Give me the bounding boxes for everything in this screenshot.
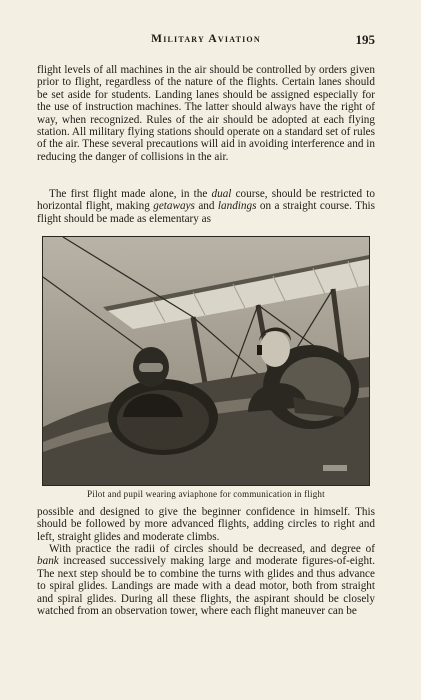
paragraph-4-text-b: increased successively making large and moderate figures-of-eight. The next step should be to combine the turns with glides and thus advance to spiral glides. Landings are made with a dead motor, both from straight and spiral glides. During all these flights, the aspirant should be closely watched from an observation tower, where each flight maneuver can be [37,555,375,618]
paragraph-4-italic-bank: bank [37,555,59,568]
figure-caption: Pilot and pupil wearing aviaphone for communication in flight [87,489,325,499]
paragraph-2-text-d: on a straight course. This flight should be made as elementary as [37,200,375,225]
page-number: 195 [355,32,375,47]
paragraph-4 [37,543,375,617]
paragraph-2-text-c: and [194,200,218,213]
paragraph-2 [37,188,375,225]
photo-pilot-and-pupil [42,236,370,486]
paragraph-1: flight levels of all machines in the air should be controlled by orders given prior to flight, regardless of the nature of the flights. Certain lanes should be set aside for students. Landing lanes should be assigned especially for the use of instruction machines. The latter should always have the right of way, when recognized. Rules of the air should be adopted at each flying station. All military flying stations should operate on a standard set of rules of the air. These several precautions will aid in avoiding interference and in reducing the danger of collisions in the air. [37,64,375,163]
running-head: Military Aviation [151,33,261,45]
aircraft-photo-illustration [43,237,369,485]
paragraph-2-italic-landings: landings [217,200,257,213]
paragraph-2-text-b: course, should be restricted to horizontal flight, making [37,188,375,213]
paragraph-2-italic-getaways: getaways [153,200,195,213]
paragraph-2-text-a: The first flight made alone, in the [49,188,212,200]
paragraph-4-text-a: With practice the radii of circles should be decreased, and degree of [49,543,375,555]
paragraph-2-italic-dual: dual [211,188,232,200]
paragraph-3: possible and designed to give the beginner confidence in himself. This should be followed by more advanced flights, adding circles to right and left, straight glides and moderate climbs. [37,506,375,543]
page-header [37,33,375,49]
